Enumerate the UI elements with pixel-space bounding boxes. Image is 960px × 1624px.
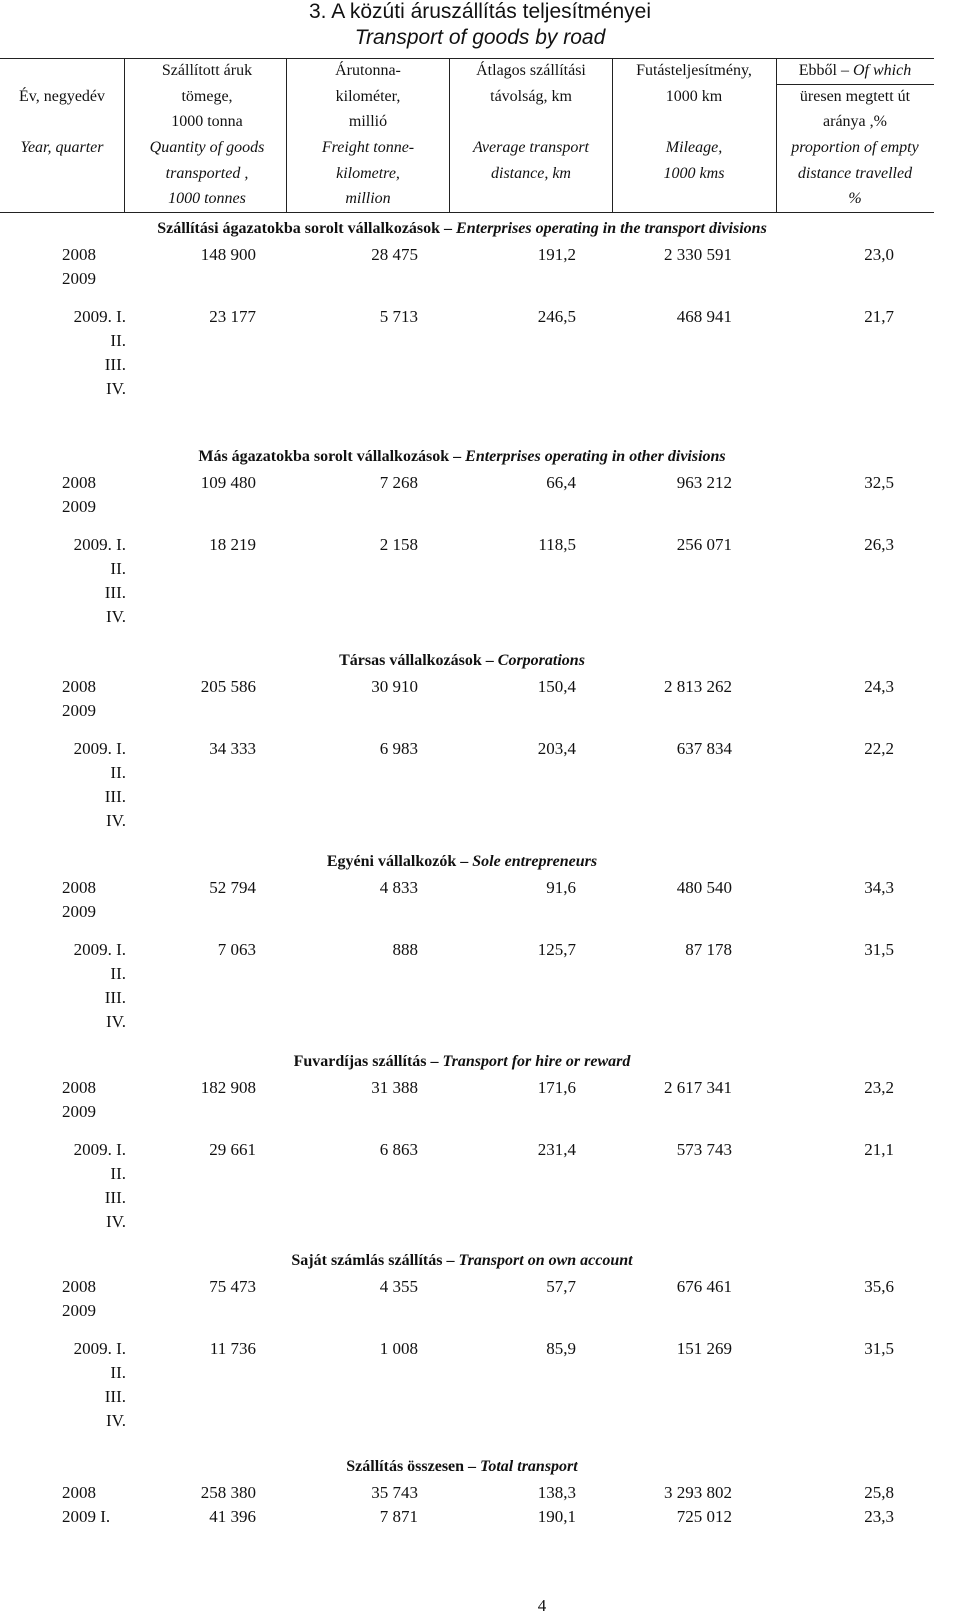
table-cell: 2 158 <box>379 535 418 554</box>
row-label-q1: 2009. I. <box>73 1339 126 1358</box>
header-distance-hu2: távolság, km <box>490 88 572 105</box>
table-cell: 5 713 <box>379 307 418 326</box>
header-distance-hu1: Átlagos szállítási <box>476 62 586 79</box>
table-cell: 23,0 <box>864 245 894 264</box>
section-heading <box>327 853 597 871</box>
table-cell: 205 586 <box>200 677 256 696</box>
header-empty-share-en1: proportion of empty <box>791 139 919 156</box>
header-tonne-km-hu3: millió <box>348 113 388 130</box>
page-title: 3. A közúti áruszállítás teljesítményei <box>309 0 651 23</box>
table-cell: 91,6 <box>546 878 576 897</box>
row-label-q4: IV. <box>106 1212 126 1231</box>
table-cell: 182 908 <box>200 1078 256 1097</box>
table-cell: 23,3 <box>864 1507 894 1526</box>
table-cell: 888 <box>392 940 418 959</box>
table-cell: 21,1 <box>864 1140 894 1159</box>
table-cell: 480 540 <box>676 878 732 897</box>
col-divider <box>124 58 125 212</box>
row-label-2008: 2008 <box>62 677 96 696</box>
header-empty-share-en3: % <box>848 190 862 207</box>
table-cell: 21,7 <box>864 307 894 326</box>
table-cell: 18 219 <box>209 535 256 554</box>
table-cell: 676 461 <box>676 1277 732 1296</box>
section-heading <box>294 1053 631 1071</box>
table-cell: 29 661 <box>209 1140 256 1159</box>
table-cell: 1 008 <box>379 1339 418 1358</box>
row-label-q4: IV. <box>106 379 126 398</box>
table-cell: 3 293 802 <box>664 1483 732 1502</box>
row-label-q1: 2009. I. <box>73 307 126 326</box>
table-cell: 24,3 <box>864 677 894 696</box>
header-tonne-km-en2: kilometre, <box>336 165 400 182</box>
header-tonne-km-hu2: kilométer, <box>335 88 401 105</box>
col-divider <box>612 58 613 212</box>
row-label-q2: II. <box>110 1363 126 1382</box>
row-label-2009-q1: 2009 I. <box>62 1507 111 1526</box>
row-label-2009: 2009 <box>62 902 96 921</box>
header-quantity-hu2: tömege, <box>181 88 233 105</box>
header-mileage-hu2: 1000 km <box>665 88 723 105</box>
row-label-q3: III. <box>104 787 126 806</box>
table-cell: 246,5 <box>537 307 576 326</box>
col-divider <box>286 58 287 212</box>
table-cell: 7 268 <box>379 473 418 492</box>
header-empty-share-hu3: aránya ,% <box>823 113 887 130</box>
header-empty-share-hu1: Ebből – Of which <box>798 62 912 79</box>
row-label-q2: II. <box>110 763 126 782</box>
table-cell: 138,3 <box>537 1483 576 1502</box>
row-label-q3: III. <box>104 355 126 374</box>
table-cell: 191,2 <box>537 245 576 264</box>
table-cell: 22,2 <box>864 739 894 758</box>
row-label-2009: 2009 <box>62 1301 96 1320</box>
table-cell: 203,4 <box>537 739 576 758</box>
table-cell: 258 380 <box>200 1483 256 1502</box>
section-heading-hu: Saját számlás szállítás – <box>291 1252 459 1269</box>
row-label-2008: 2008 <box>62 473 96 492</box>
row-label-q4: IV. <box>106 1012 126 1031</box>
col5-box-rule <box>776 84 934 85</box>
table-cell: 23 177 <box>209 307 256 326</box>
section-heading-en: Total transport <box>480 1458 578 1475</box>
section-heading-en: Enterprises operating in other divisions <box>465 448 726 465</box>
header-top-rule <box>0 58 934 59</box>
header-mileage-en1: Mileage, <box>665 139 723 156</box>
header-quantity-en1: Quantity of goods <box>149 139 265 156</box>
header-tonne-km-hu1: Árutonna- <box>335 62 401 79</box>
table-cell: 150,4 <box>537 677 576 696</box>
table-cell: 109 480 <box>200 473 256 492</box>
table-cell: 125,7 <box>537 940 576 959</box>
header-quantity-hu3: 1000 tonna <box>171 113 243 130</box>
row-label-2009: 2009 <box>62 1102 96 1121</box>
header-year-quarter-hu: Év, negyedév <box>18 88 106 105</box>
table-cell: 171,6 <box>537 1078 576 1097</box>
table-cell: 4 355 <box>379 1277 418 1296</box>
table-cell: 573 743 <box>676 1140 732 1159</box>
table-cell: 85,9 <box>546 1339 576 1358</box>
table-cell: 57,7 <box>546 1277 576 1296</box>
section-heading-en: Sole entrepreneurs <box>472 853 598 870</box>
table-cell: 256 071 <box>676 535 732 554</box>
page-subtitle: Transport of goods by road <box>354 26 606 49</box>
table-cell: 31,5 <box>864 940 894 959</box>
row-label-q3: III. <box>104 583 126 602</box>
row-label-2009: 2009 <box>62 269 96 288</box>
table-cell: 41 396 <box>209 1507 256 1526</box>
table-cell: 151 269 <box>676 1339 732 1358</box>
col-divider <box>776 58 777 212</box>
table-cell: 30 910 <box>371 677 418 696</box>
table-cell: 118,5 <box>538 535 576 554</box>
table-cell: 725 012 <box>676 1507 732 1526</box>
table-cell: 468 941 <box>676 307 732 326</box>
section-heading-hu: Más ágazatokba sorolt vállalkozások – <box>198 448 466 465</box>
row-label-q1: 2009. I. <box>73 1140 126 1159</box>
section-heading <box>346 1458 577 1476</box>
row-label-q4: IV. <box>106 811 126 830</box>
table-cell: 11 736 <box>209 1339 256 1358</box>
table-cell: 963 212 <box>676 473 732 492</box>
table-cell: 26,3 <box>864 535 894 554</box>
col-divider <box>449 58 450 212</box>
table-cell: 52 794 <box>209 878 256 897</box>
row-label-2009: 2009 <box>62 701 96 720</box>
table-cell: 2 617 341 <box>664 1078 732 1097</box>
section-heading <box>198 448 725 466</box>
header-quantity-en2: transported , <box>165 165 249 182</box>
table-cell: 35 743 <box>371 1483 418 1502</box>
section-heading <box>339 652 585 670</box>
table-cell: 28 475 <box>371 245 418 264</box>
section-heading <box>157 220 767 238</box>
header-quantity-en3: 1000 tonnes <box>168 190 246 207</box>
section-heading-en: Corporations <box>497 652 585 669</box>
table-cell: 32,5 <box>864 473 894 492</box>
table-cell: 25,8 <box>864 1483 894 1502</box>
table-cell: 6 863 <box>379 1140 418 1159</box>
row-label-q1: 2009. I. <box>73 940 126 959</box>
row-label-2008: 2008 <box>62 1277 96 1296</box>
section-heading-hu: Egyéni vállalkozók – <box>326 853 473 870</box>
table-cell: 35,6 <box>864 1277 894 1296</box>
table-cell: 7 063 <box>217 940 256 959</box>
table-cell: 6 983 <box>379 739 418 758</box>
row-label-2009: 2009 <box>62 497 96 516</box>
section-heading-en: Transport for hire or reward <box>442 1053 631 1070</box>
table-cell: 23,2 <box>864 1078 894 1097</box>
row-label-q3: III. <box>104 1188 126 1207</box>
header-quantity-hu1: Szállított áruk <box>161 62 253 79</box>
row-label-q4: IV. <box>106 607 126 626</box>
row-label-2008: 2008 <box>62 1078 96 1097</box>
table-cell: 231,4 <box>537 1140 576 1159</box>
header-year-quarter-en: Year, quarter <box>20 139 104 156</box>
table-cell: 637 834 <box>676 739 732 758</box>
row-label-2008: 2008 <box>62 1483 96 1502</box>
table-cell: 66,4 <box>546 473 576 492</box>
section-heading-hu: Fuvardíjas szállítás – <box>293 1053 443 1070</box>
table-cell: 31 388 <box>371 1078 418 1097</box>
header-distance-en1: Average transport <box>473 139 589 156</box>
row-label-q1: 2009. I. <box>73 535 126 554</box>
row-label-q4: IV. <box>106 1411 126 1430</box>
header-tonne-km-en1: Freight tonne- <box>321 139 415 156</box>
header-tonne-km-en3: million <box>345 190 391 207</box>
row-label-q3: III. <box>104 988 126 1007</box>
section-heading-hu: Szállítási ágazatokba sorolt vállalkozások – <box>157 220 457 237</box>
table-cell: 7 871 <box>379 1507 418 1526</box>
row-label-q2: II. <box>110 331 126 350</box>
table-cell: 190,1 <box>537 1507 576 1526</box>
table-cell: 2 330 591 <box>664 245 732 264</box>
page-number: 4 <box>537 1596 547 1615</box>
header-distance-en2: distance, km <box>491 165 571 182</box>
header-empty-share-en2: distance travelled <box>797 165 913 182</box>
table-cell: 34 333 <box>209 739 256 758</box>
table-cell: 148 900 <box>200 245 256 264</box>
row-label-q2: II. <box>110 964 126 983</box>
section-heading-hu: Társas vállalkozások – <box>339 652 498 669</box>
header-mileage-en2: 1000 kms <box>663 165 725 182</box>
section-heading-en: Transport on own account <box>458 1252 633 1269</box>
section-heading-en: Enterprises operating in the transport divisions <box>456 220 767 237</box>
table-cell: 87 178 <box>685 940 732 959</box>
section-heading-hu: Szállítás összesen – <box>346 1458 481 1475</box>
table-cell: 31,5 <box>864 1339 894 1358</box>
row-label-2008: 2008 <box>62 878 96 897</box>
row-label-q3: III. <box>104 1387 126 1406</box>
row-label-q2: II. <box>110 559 126 578</box>
row-label-2008: 2008 <box>62 245 96 264</box>
header-empty-share-hu2: üresen megtett út <box>799 88 911 105</box>
table-cell: 2 813 262 <box>664 677 732 696</box>
row-label-q1: 2009. I. <box>73 739 126 758</box>
table-cell: 4 833 <box>379 878 418 897</box>
table-cell: 34,3 <box>864 878 894 897</box>
header-mileage-hu1: Futásteljesítmény, <box>636 62 752 79</box>
section-heading <box>291 1252 632 1270</box>
row-label-q2: II. <box>110 1164 126 1183</box>
header-bottom-rule <box>0 212 934 213</box>
table-cell: 75 473 <box>209 1277 256 1296</box>
